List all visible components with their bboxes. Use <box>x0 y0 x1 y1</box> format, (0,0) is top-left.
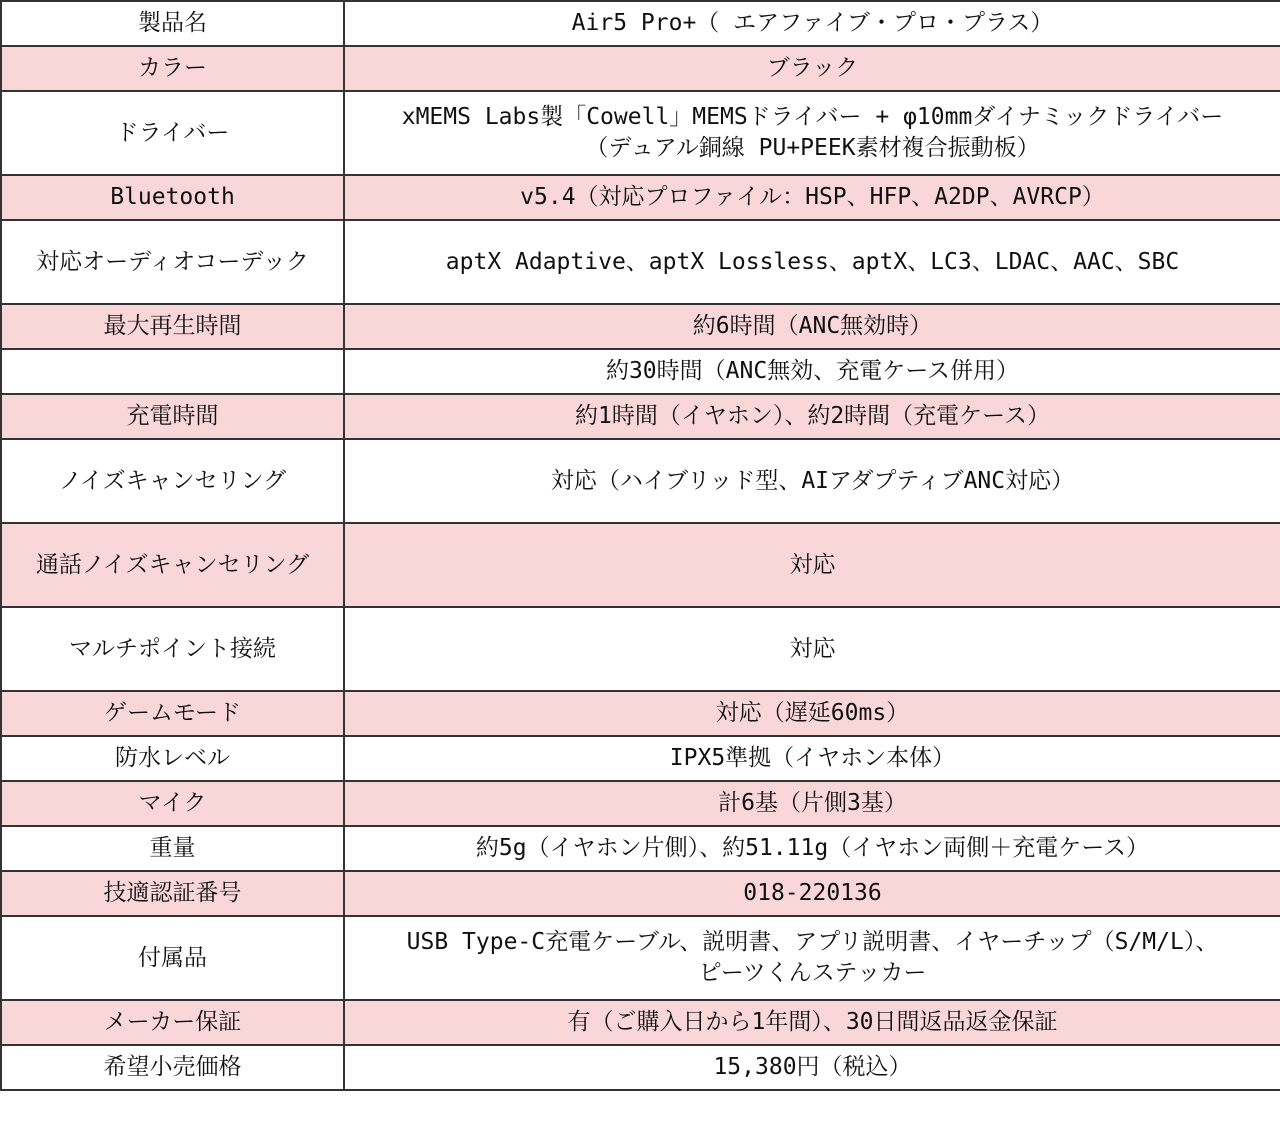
label-weight: 重量 <box>1 826 344 871</box>
value-bluetooth: v5.4（対応プロファイル：HSP、HFP、A2DP、AVRCP） <box>344 175 1280 220</box>
value-charge-time: 約1時間（イヤホン）、約2時間（充電ケース） <box>344 394 1280 439</box>
row-product-name <box>1 1 1280 46</box>
value-codec: aptX Adaptive、aptX Lossless、aptX、LC3、LDAC、AAC、SBC <box>344 220 1280 304</box>
value-call-noise-cancelling: 対応 <box>344 523 1280 607</box>
label-noise-cancelling: ノイズキャンセリング <box>1 439 344 523</box>
value-max-playtime-case: 約30時間（ANC無効、充電ケース併用） <box>344 349 1280 394</box>
row-color <box>1 46 1280 91</box>
value-accessories-line-1: USB Type-C充電ケーブル、説明書、アプリ説明書、イヤーチップ（S/M/L）、 <box>406 929 1219 955</box>
value-certification: 018-220136 <box>344 871 1280 916</box>
row-accessories <box>1 916 1280 1000</box>
value-warranty: 有（ご購入日から1年間）、30日間返品返金保証 <box>344 1000 1280 1045</box>
row-codec <box>1 220 1280 304</box>
row-multipoint <box>1 607 1280 691</box>
label-waterproof: 防水レベル <box>1 736 344 781</box>
value-driver-line-2: （デュアル銅線 PU+PEEK素材複合振動板） <box>585 135 1040 161</box>
label-accessories: 付属品 <box>1 916 344 1000</box>
label-price: 希望小売価格 <box>1 1045 344 1090</box>
label-driver: ドライバー <box>1 91 344 175</box>
value-product-name: Air5 Pro+（ エアファイブ・プロ・プラス） <box>344 1 1280 46</box>
value-accessories <box>344 916 1280 1000</box>
label-mic: マイク <box>1 781 344 826</box>
row-waterproof <box>1 736 1280 781</box>
label-bluetooth: Bluetooth <box>1 175 344 220</box>
label-color: カラー <box>1 46 344 91</box>
value-noise-cancelling: 対応（ハイブリッド型、AIアダプティブANC対応） <box>344 439 1280 523</box>
value-accessories-line-2: ピーツくんステッカー <box>698 960 927 986</box>
label-max-playtime: 最大再生時間 <box>1 304 344 349</box>
row-call-noise-cancelling <box>1 523 1280 607</box>
label-product-name: 製品名 <box>1 1 344 46</box>
label-game-mode: ゲームモード <box>1 691 344 736</box>
row-mic <box>1 781 1280 826</box>
label-certification: 技適認証番号 <box>1 871 344 916</box>
row-noise-cancelling <box>1 439 1280 523</box>
row-price <box>1 1045 1280 1090</box>
value-waterproof: IPX5準拠（イヤホン本体） <box>344 736 1280 781</box>
value-multipoint: 対応 <box>344 607 1280 691</box>
row-max-playtime <box>1 304 1280 349</box>
row-max-playtime-case <box>1 349 1280 394</box>
label-multipoint: マルチポイント接続 <box>1 607 344 691</box>
value-mic: 計6基（片側3基） <box>344 781 1280 826</box>
value-color: ブラック <box>344 46 1280 91</box>
value-weight: 約5g（イヤホン片側）、約51.11g（イヤホン両側＋充電ケース） <box>344 826 1280 871</box>
row-charge-time <box>1 394 1280 439</box>
row-driver <box>1 91 1280 175</box>
label-charge-time: 充電時間 <box>1 394 344 439</box>
row-game-mode <box>1 691 1280 736</box>
row-warranty <box>1 1000 1280 1045</box>
row-bluetooth <box>1 175 1280 220</box>
value-driver <box>344 91 1280 175</box>
value-game-mode: 対応（遅延60ms） <box>344 691 1280 736</box>
value-max-playtime: 約6時間（ANC無効時） <box>344 304 1280 349</box>
label-max-playtime-case <box>1 349 344 394</box>
row-certification <box>1 871 1280 916</box>
value-price: 15,380円（税込） <box>344 1045 1280 1090</box>
row-weight <box>1 826 1280 871</box>
label-call-noise-cancelling: 通話ノイズキャンセリング <box>1 523 344 607</box>
value-driver-line-1: xMEMS Labs製「Cowell」MEMSドライバー + φ10mmダイナミックドライバー <box>401 104 1224 130</box>
label-codec: 対応オーディオコーデック <box>1 220 344 304</box>
label-warranty: メーカー保証 <box>1 1000 344 1045</box>
